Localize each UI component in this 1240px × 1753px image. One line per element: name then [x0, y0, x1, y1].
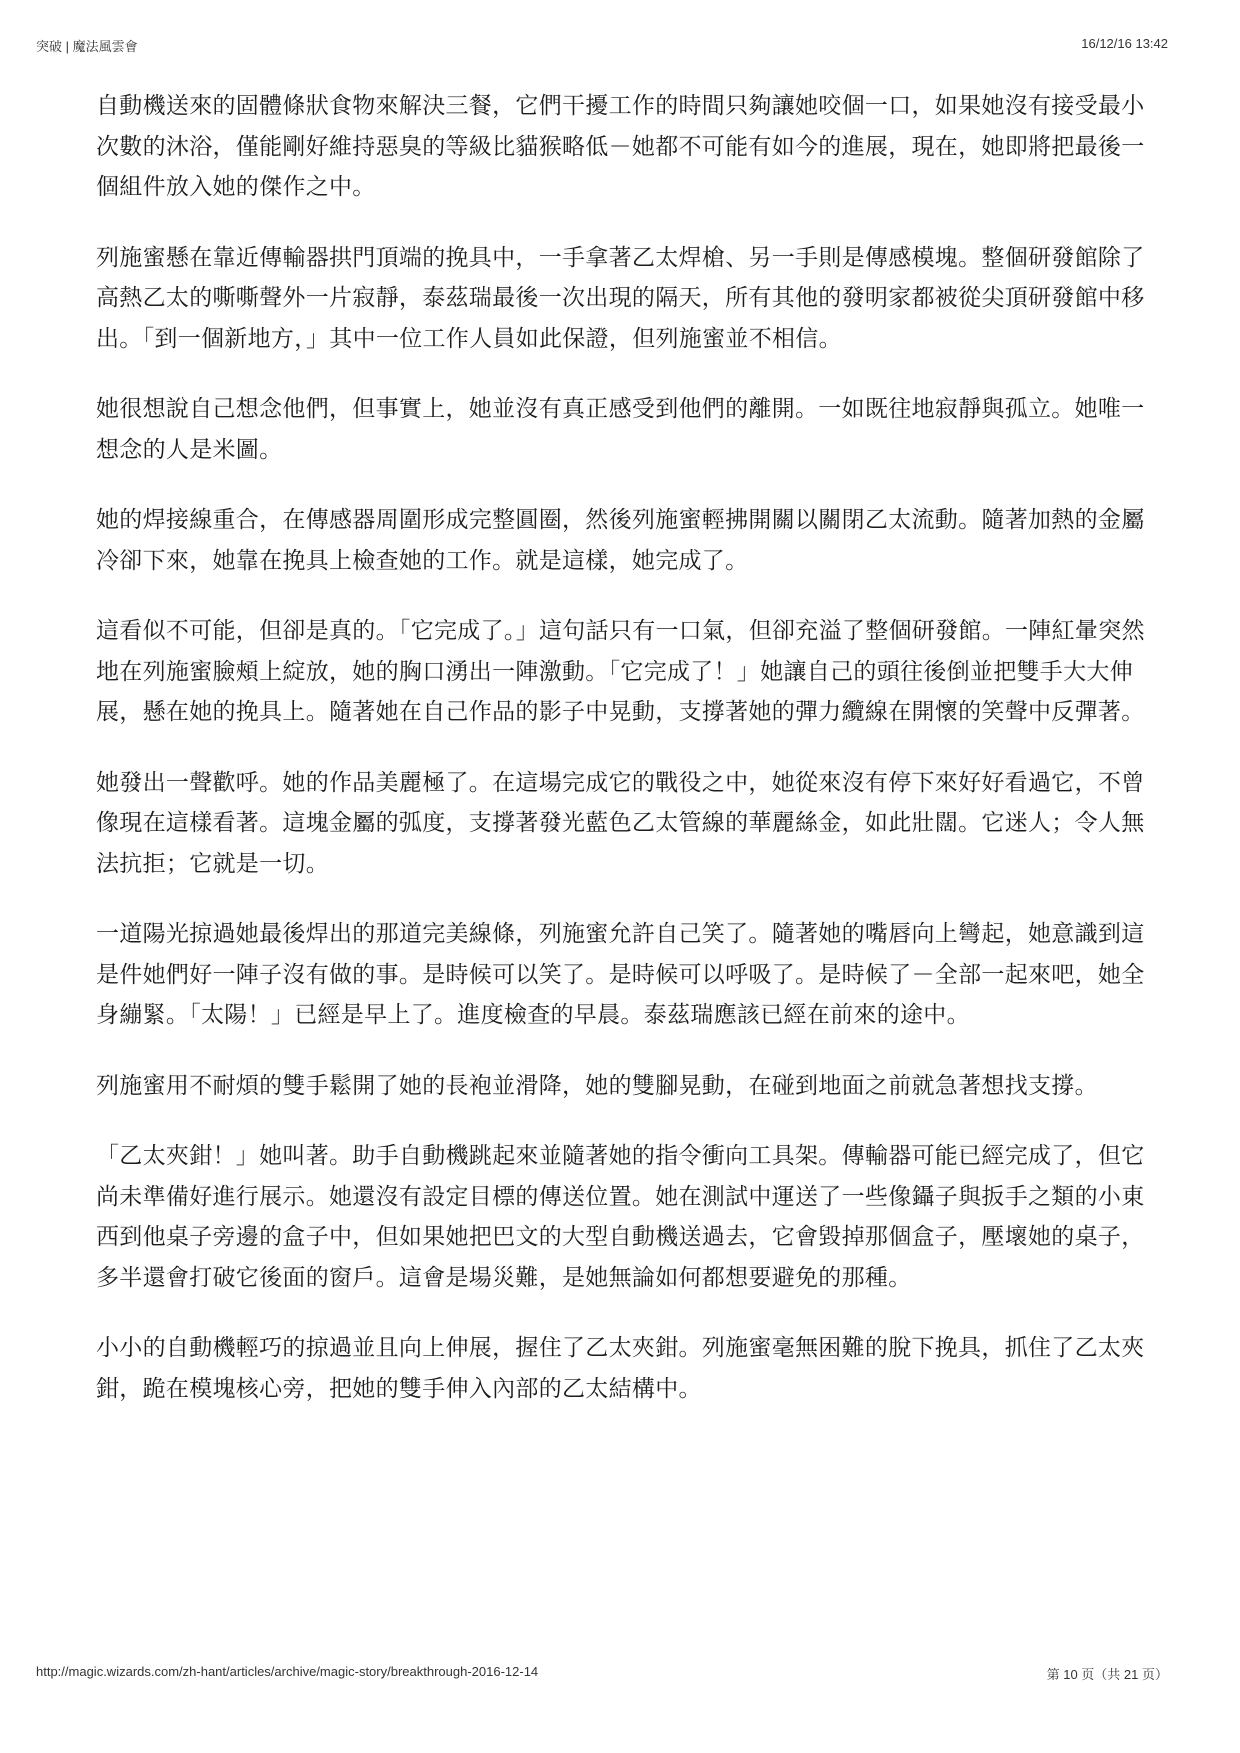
paragraph: 她很想說自己想念他們，但事實上，她並沒有真正感受到他們的離開。一如既往地寂靜與孤立。她唯一想念的人是米圖。 [96, 396, 1145, 463]
paragraph: 這看似不可能，但卻是真的。「它完成了。」這句話只有一口氣，但卻充溢了整個研發館。一陣紅暈突然地在列施蜜臉頰上綻放，她的胸口湧出一陣激動。「它完成了！」她讓自己的頭往後倒並把雙手大大伸展，懸在她的挽具上。隨著她在自己作品的影子中晃動，支撐著她的彈力纜線在開懷的笑聲中反彈著。 [96, 618, 1145, 725]
paragraph: 一道陽光掠過她最後焊出的那道完美線條，列施蜜允許自己笑了。隨著她的嘴唇向上彎起，她意識到這是件她們好一陣子沒有做的事。是時候可以笑了。是時候可以呼吸了。是時候了－全部一起來吧，她全身繃緊。「太陽！」已經是早上了。進度檢查的早晨。泰茲瑞應該已經在前來的途中。 [96, 921, 1145, 1028]
paragraph: 列施蜜懸在靠近傳輸器拱門頂端的挽具中，一手拿著乙太焊槍、另一手則是傳感模塊。整個研發館除了高熱乙太的嘶嘶聲外一片寂靜，泰茲瑞最後一次出現的隔天，所有其他的發明家都被從尖頂研發館中移出。「到一個新地方，」其中一位工作人員如此保證，但列施蜜並不相信。 [96, 244, 1145, 352]
paragraph: 列施蜜用不耐煩的雙手鬆開了她的長袍並滑降，她的雙腳晃動，在碰到地面之前就急著想找支撐。 [96, 1072, 1098, 1099]
print-timestamp: 16/12/16 13:42 [1081, 36, 1168, 51]
page-title: 突破 | 魔法風雲會 [36, 39, 138, 54]
page-number: 第 10 页（共 21 页） [1046, 1667, 1168, 1682]
print-header [36, 36, 1204, 56]
paragraph: 自動機送來的固體條狀食物來解決三餐，它們干擾工作的時間只夠讓她咬個一口，如果她沒有接受最小次數的沐浴，僅能剛好維持惡臭的等級比貓猴略低－她都不可能有如今的進展，現在，她即將把最後一個組件放入她的傑作之中。 [96, 93, 1145, 200]
paragraph: 她發出一聲歡呼。她的作品美麗極了。在這場完成它的戰役之中，她從來沒有停下來好好看過它，不曾像現在這樣看著。這塊金屬的弧度，支撐著發光藍色乙太管線的華麗絲金，如此壯闊。它迷人；令人無法抗拒；它就是一切。 [96, 769, 1145, 877]
source-url: http://magic.wizards.com/zh-hant/articles/archive/magic-story/breakthrough-2016-12-14 [36, 1664, 539, 1679]
paragraph: 「乙太夾鉗！」她叫著。助手自動機跳起來並隨著她的指令衝向工具架。傳輸器可能已經完成了，但它尚未準備好進行展示。她還沒有設定目標的傳送位置。她在測試中運送了一些像鑷子與扳手之類的小東西到他桌子旁邊的盒子中，但如果她把巴文的大型自動機送過去，它會毀掉那個盒子，壓壞她的桌子，多半還會打破它後面的窗戶。這會是場災難，是她無論如何都想要避免的那種。 [96, 1143, 1145, 1291]
print-footer [36, 1664, 1204, 1684]
article-body [96, 86, 1146, 1439]
paragraph: 她的焊接線重合，在傳感器周圍形成完整圓圈，然後列施蜜輕拂開關以關閉乙太流動。隨著加熱的金屬冷卻下來，她靠在挽具上檢查她的工作。就是這樣，她完成了。 [96, 507, 1145, 574]
paragraph: 小小的自動機輕巧的掠過並且向上伸展，握住了乙太夾鉗。列施蜜毫無困難的脫下挽具，抓住了乙太夾鉗，跪在模塊核心旁，把她的雙手伸入內部的乙太結構中。 [96, 1335, 1145, 1402]
